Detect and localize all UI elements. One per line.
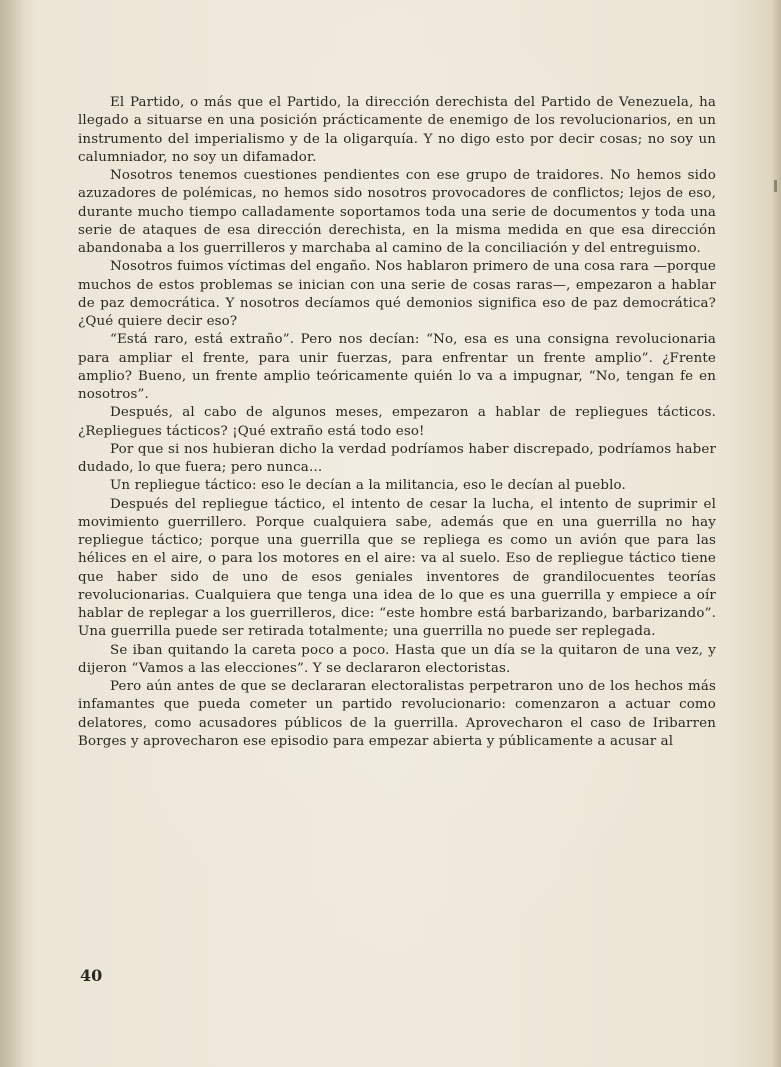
- paragraph-1: El Partido, o más que el Partido, la dirección derechista del Partido de Venezuela, ha llegado a situarse en una posición prácticamente de enemigo de los revolucionarios, en un instrumento del imperialismo y de la oligarquía. Y no digo esto por decir cosas; no soy un calumniador, no soy un difamador.: [78, 95, 716, 165]
- paragraph-3: Nosotros fuimos víctimas del engaño. Nos hablaron primero de una cosa rara —porque muchos de estos problemas se inician con una serie de cosas raras—, empezaron a hablar de paz democrática. Y nosotros decíamos qué demonios significa eso de paz democrática? ¿Qué quiere decir eso?: [78, 259, 716, 329]
- paragraph-10: Pero aún antes de que se declararan electoralistas perpetraron uno de los hechos más infamantes que pueda cometer un partido revolucionario: comenzaron a actuar como delatores, como acusadores públicos de la guerrilla. Aprovecharon el caso de Iribarren Borges y aprovecharon ese episodio para empezar abierta y públicamente a acusar al: [78, 679, 716, 749]
- paragraph-9: Se iban quitando la careta poco a poco. Hasta que un día se la quitaron de una vez, y dijeron “Vamos a las elecciones”. Y se declararon electoristas.: [78, 642, 716, 676]
- page-number: 40: [80, 966, 103, 985]
- body-text: [78, 94, 716, 751]
- edge-mark: [774, 180, 777, 192]
- paragraph-2: Nosotros tenemos cuestiones pendientes con ese grupo de traidores. No hemos sido azuzadores de polémicas, no hemos sido nosotros provocadores de conflictos; lejos de eso, durante mucho tiempo calladamente soportamos toda una serie de documentos y toda una serie de ataques de esa dirección derechista, en la misma medida en que esa dirección abandonaba a los guerrilleros y marchaba al camino de la conciliación y del entreguismo.: [78, 168, 716, 256]
- paragraph-6: Por que si nos hubieran dicho la verdad podríamos haber discrepado, podríamos haber dudado, lo que fuera; pero nunca…: [78, 441, 716, 475]
- paragraph-4: “Está raro, está extraño”. Pero nos decían: “No, esa es una consigna revolucionaria para ampliar el frente, para unir fuerzas, para enfrentar un frente amplio”. ¿Frente amplio? Bueno, un frente amplio teóricamente quién lo va a impugnar, “No, tengan fe en nosotros”.: [78, 332, 716, 402]
- paragraph-7: Un repliegue táctico: eso le decían a la militancia, eso le decían al pueblo.: [110, 478, 626, 494]
- paragraph-5: Después, al cabo de algunos meses, empezaron a hablar de repliegues tácticos. ¿Repliegues tácticos? ¡Qué extraño está todo eso!: [78, 405, 716, 439]
- paragraph-8: Después del repliegue táctico, el intento de cesar la lucha, el intento de suprimir el movimiento guerrillero. Porque cualquiera sabe, además que en una guerrilla no hay repliegue táctico; porque una guerrilla que se repliega es como un avión que para las hélices en el aire, o para los motores en el aire: va al suelo. Eso de repliegue táctico tiene que haber sido de uno de esos geniales inventores de grandilocuentes teorías revolucionarias. Cualquiera que tenga una idea de lo que es una guerrilla y empiece a oír hablar de replegar a los guerrilleros, dice: “este hombre está barbarizando, barbarizando”. Una guerrilla puede ser retirada totalmente; una guerrilla no puede ser replegada.: [78, 496, 716, 640]
